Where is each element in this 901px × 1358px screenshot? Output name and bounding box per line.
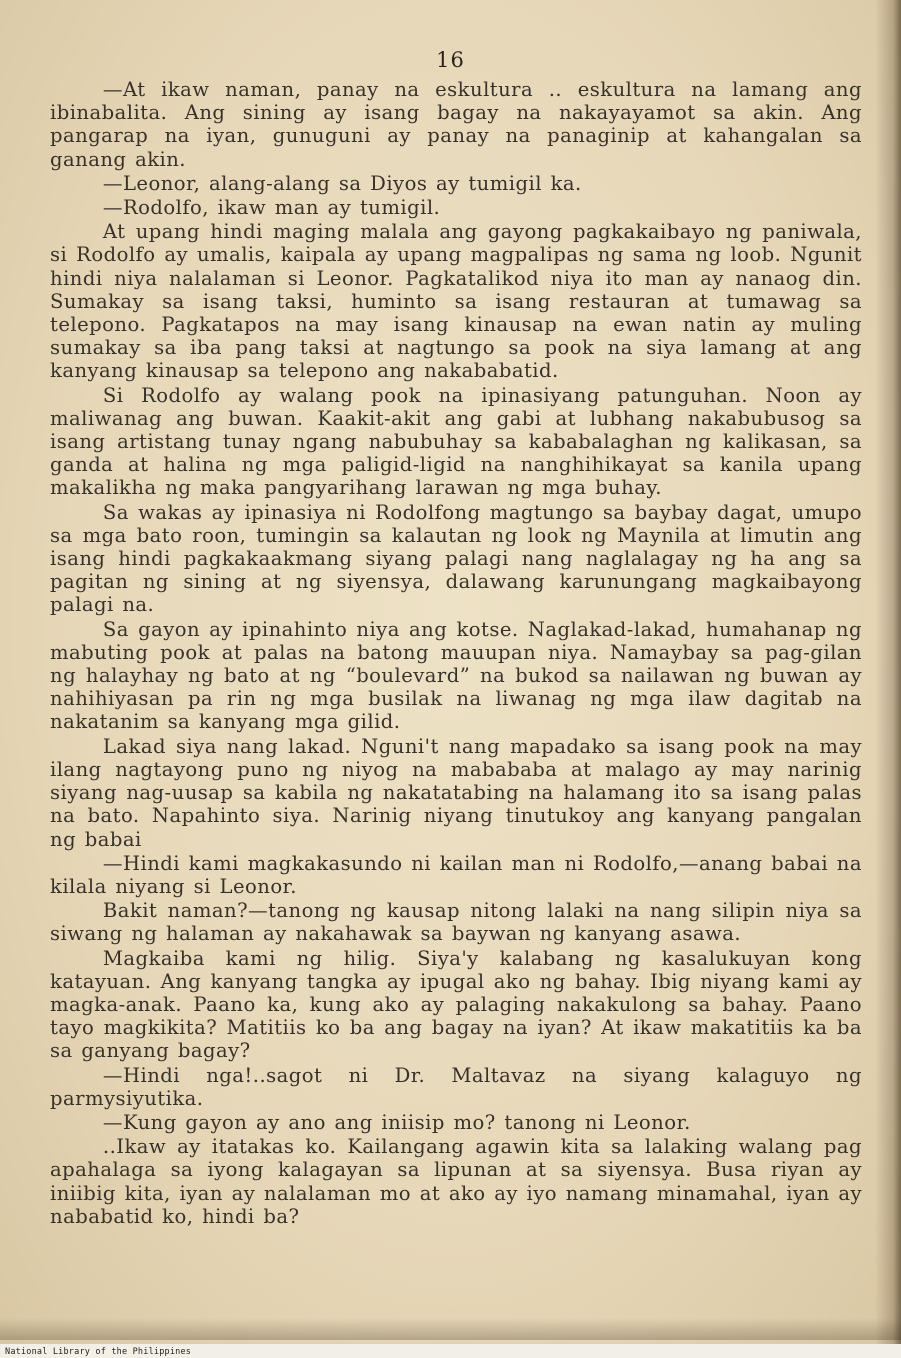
paragraph: Magkaiba kami ng hilig. Siya'y kalabang ng kasalukuyan kong katayuan. Ang kanyang tangka ay ipugal ako ng bahay. Ibig niyang kami ay magka-anak. Paano ka, kung ako ay palaging nakakulong sa bahay. Paano tayo magkikita? Matitiis ko ba ang bagay na iyan? At ikaw makatitiis ka ba sa ganyang bagay? xyxy=(50,946,862,1063)
paragraph: Si Rodolfo ay walang pook na ipinasiyang patunguhan. Noon ay maliwanag ang buwan. Kaakit-akit ang gabi at lubhang nakabubusog sa isang artistang tunay ngang nabubuhay sa kababalaghan ng kalikasan, sa ganda at halina ng mga paligid-ligid na nanghihikayat sa kanila upang makalikha ng maka pangyarihang larawan ng mga buhay. xyxy=(50,383,862,500)
paragraph: —Hindi nga!..sagot ni Dr. Maltavaz na siyang kalaguyo ng parmysiyutika. xyxy=(50,1063,862,1110)
paragraph: At upang hindi maging malala ang gayong pagkakaibayo ng paniwala, si Rodolfo ay umalis, kaipala ay upang magpalipas ng sama ng loob. Ngunit hindi niya nalalaman si Leonor. Pagkatalikod niya ito man ay nanaog din. Sumakay sa isang taksi, huminto sa isang restauran at tumawag sa telepono. Pagkatapos na may isang kinausap na ewan natin ay muling sumakay sa iba pang taksi at nagtungo sa pook na siya lamang at ang kanyang kinausap sa telepono ang nakababatid. xyxy=(50,220,862,383)
paragraph: ..Ikaw ay itatakas ko. Kailangang agawin kita sa lalaking walang pag apahalaga sa iyong kalagayan sa lipunan at sa siyensya. Busa riyan ay iniibig kita, iyan ay nalalaman mo at ako ay iyo namang minamahal, iyan ay nababatid ko, hindi ba? xyxy=(50,1135,862,1228)
paragraph: —Hindi kami magkakasundo ni kailan man ni Rodolfo,—anang babai na kilala niyang si Leonor. xyxy=(50,851,862,898)
paragraph: Sa wakas ay ipinasiya ni Rodolfong magtungo sa baybay dagat, umupo sa mga bato roon, tumingin sa kalautan ng look ng Maynila at limutin ang isang hindi pagkakaakmang siyang palagi nang naglalagay ng ha ang sa pagitan ng sining at ng siyensya, dalawang karunungang magkaibayong palagi na. xyxy=(50,500,862,617)
paragraph: —Kung gayon ay ano ang iniisip mo? tanong ni Leonor. xyxy=(102,1110,691,1134)
paragraph: Lakad siya nang lakad. Nguni't nang mapadako sa isang pook na may ilang nagtayong puno ng niyog na mabababa at malago ay may narinig siyang nag-uusap sa kabila ng nakatatabing na halamang ito sa isang palas na bato. Napahinto siya. Narinig niyang tinutukoy ang kanyang pangalan ng babai xyxy=(50,734,862,851)
library-watermark: National Library of the Philippines xyxy=(2,1347,194,1357)
page-edge-shadow xyxy=(875,0,901,1358)
paragraph: —Rodolfo, ikaw man ay tumigil. xyxy=(102,196,441,220)
body-text xyxy=(50,78,862,1228)
paragraph: —Leonor, alang-alang sa Diyos ay tumigil ka. xyxy=(102,171,582,195)
page-number: 16 xyxy=(436,48,465,72)
paragraph: —At ikaw naman, panay na eskultura .. eskultura na lamang ang ibinabalita. Ang sining ay isang bagay na nakayayamot sa akin. Ang pangarap na iyan, gunuguni ay panay na panaginip at kahangalan sa ganang akin. xyxy=(50,78,862,171)
page-bottom-shadow xyxy=(0,1318,901,1340)
paragraph: Sa gayon ay ipinahinto niya ang kotse. Naglakad-lakad, humahanap ng mabuting pook at palas na batong mauupan niya. Namaybay sa pag-gilan ng halayhay ng bato at ng “boulevard” na bukod sa nailawan ng buwan ay nahihiyasan pa rin ng mga busilak na liwanag ng mga ilaw dagitab na nakatanim sa kanyang mga gilid. xyxy=(50,617,862,734)
paragraph: Bakit naman?—tanong ng kausap nitong lalaki na nang silipin niya sa siwang ng halaman ay nakahawak sa baywan ng kanyang asawa. xyxy=(50,899,862,946)
